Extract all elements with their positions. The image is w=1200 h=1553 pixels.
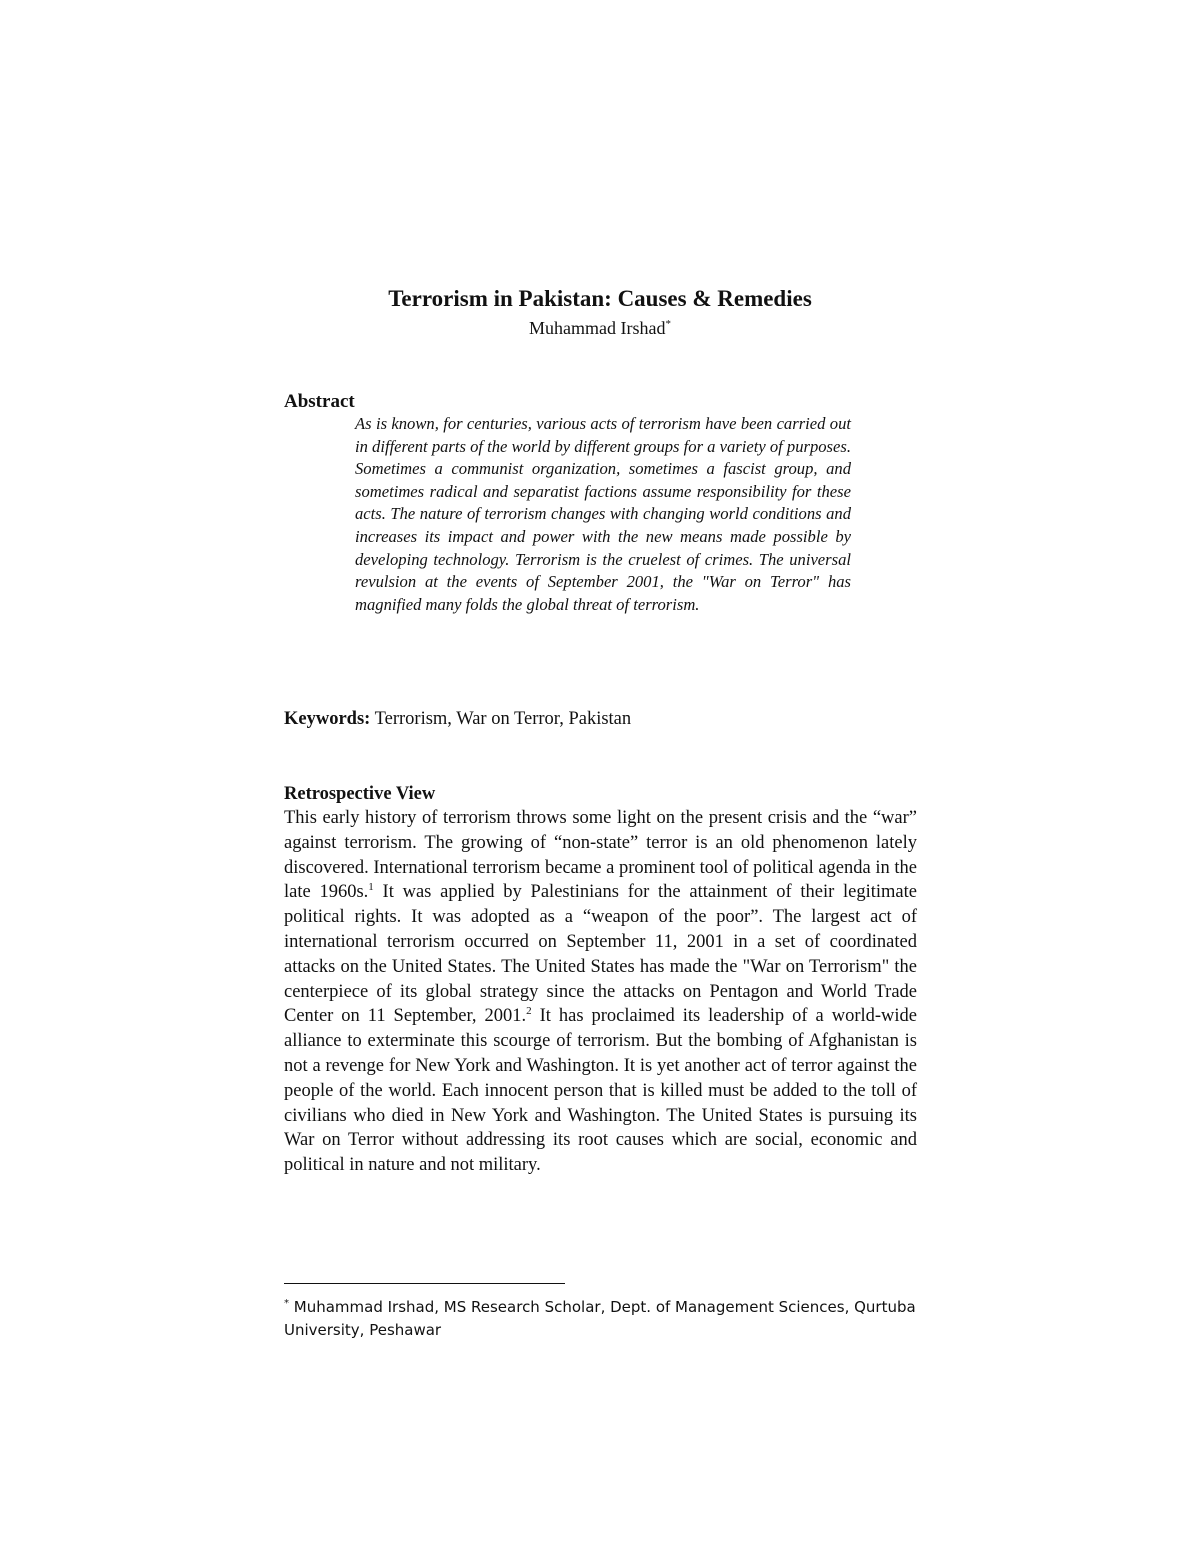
section-body [284,806,917,1178]
author-name: Muhammad Irshad [529,318,666,338]
abstract-text: As is known, for centuries, various acts of terrorism have been carried out in different parts of the world by different groups for a variety of purposes. Sometimes a communist organization, sometimes a fascist group, and sometimes radical and separatist factions assume responsibility for these acts. The nature of terrorism changes with changing world conditions and increases its impact and power with the new means made possible by developing technology. Terrorism is the cruelest of crimes. The universal revulsion at the events of September 2001, the "War on Terror" has magnified many folds the global threat of terrorism. [355,414,851,614]
author-footnote-marker: * [665,318,671,330]
footnote-marker: * [284,1298,289,1309]
keywords-line [284,707,631,731]
footnote-ref-1: 1 [368,881,374,894]
keywords-label: Keywords: [284,709,371,729]
author-footnote [284,1296,924,1342]
paper-title: Terrorism in Pakistan: Causes & Remedies [388,286,812,311]
footnote-ref-2: 2 [526,1005,532,1018]
author-line [0,316,1200,340]
keywords-value: Terrorism, War on Terror, Pakistan [374,709,632,729]
body-text-part-1: This early history of terrorism throws some light on the present crisis and the “war” against terrorism. The growing of “non-state” terror is an old phenomenon lately discovered. International terrorism became a prominent tool of political agenda in the late 1960s. [284,808,917,903]
body-text-part-2: It was applied by Palestinians for the attainment of their legitimate political rights. It was adopted as a “weapon of the poor”. The largest act of international terrorism occurred on September 11, 2001 in a set of coordinated attacks on the United States. The United States has made the "War on Terrorism" the centerpiece of its global strategy since the attacks on Pentagon and World Trade Center on 11 September, 2001. [284,882,917,1027]
footnote-divider [284,1283,565,1284]
footnote-text: Muhammad Irshad, MS Research Scholar, Dept. of Management Sciences, Qurtuba University, Peshawar [284,1298,916,1339]
abstract-heading: Abstract [284,391,355,412]
section-heading: Retrospective View [284,784,436,804]
body-text-part-3: It has proclaimed its leadership of a world-wide alliance to exterminate this scourge of terrorism. But the bombing of Afghanistan is not a revenge for New York and Washington. It is yet another act of terror against the people of the world. Each innocent person that is killed must be added to the toll of civilians who died in New York and Washington. The United States is pursuing its War on Terror without addressing its root causes which are social, economic and political in nature and not military. [284,1006,917,1176]
